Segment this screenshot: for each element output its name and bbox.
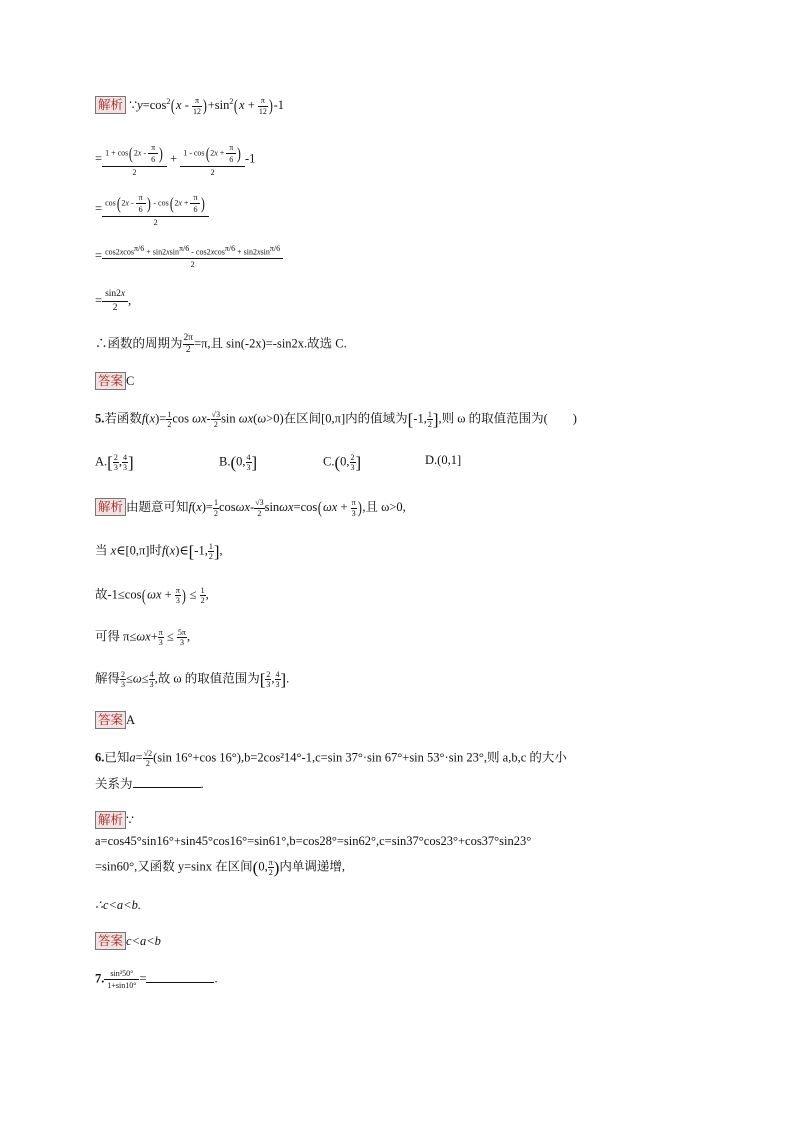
p7-stem: 7. $\frac{\text{sin²50°}}{1+\sin 10^\circ}$ = . bbox=[95, 969, 218, 991]
p6-line2: =sin60°,又函数 y=sinx 在区间(0, $\frac{\pi}{2}$ )内单调递增, bbox=[95, 858, 346, 878]
answer-blank[interactable] bbox=[133, 786, 201, 788]
p5-so: 故-1≤cos(ωx + $\frac{\pi}{3}$ ) ≤ $\frac{1}{2}$ , bbox=[95, 586, 209, 606]
p6-analysis-line: 解析 ∵ bbox=[95, 811, 134, 829]
p4-answer: C bbox=[126, 374, 135, 388]
option-a: A.[ $\frac{2}{3}$ , $\frac{4}{3}$ ] bbox=[95, 453, 134, 473]
p4-conclusion: ∴函数的周期为 $\frac{2\pi}{2}$ =π,且 sin(-2x)=-sin2x.故选 C. bbox=[95, 333, 347, 355]
p6-stem: 6.已知a= $\frac{√2}{2}$ (sin 16°+cos 16°),b=2cos²14°-1,c=sin 37°·sin 67°+sin 53°·sin 23°,则 a,b,c 的大小 bbox=[95, 749, 567, 769]
p5-when: 当 x∈[0,π]时f(x)∈[-1, $\frac{1}{2}$ ], bbox=[95, 542, 223, 562]
p4-analysis-line: 解析 $\because y=\cos^2(x$ - $\frac{\pi}{12}$ )$+\sin^2(x$ + $\frac{\pi}{12}$ )-1 bbox=[95, 96, 284, 116]
p6-answer: c<a<b bbox=[126, 934, 161, 948]
p5-stem: 5.若函数f(x)= $\frac{1}{2}$ cos ωx- $\frac{√3}{2}$ sin ωx(ω>0)在区间[0,π]内的值域为[-1, $\frac{1}{2}$ ],则 ω 的取值范围为( ) bbox=[95, 410, 577, 430]
because-symbol: ∵ bbox=[129, 98, 138, 112]
p4-step-1: = 1 + cos(2x - $\frac{\pi}{6}$ ) 2 + 1 - cos(2x + $\frac{\pi}{6}$ ) 2 -1 bbox=[95, 143, 256, 178]
p6-stem-2: 关系为 . bbox=[95, 777, 204, 791]
p4-step-4: = $\frac{\sin 2x}{2}$ , bbox=[95, 289, 132, 313]
p4-answer-line bbox=[95, 372, 134, 390]
answer-tag: 答案 bbox=[95, 372, 126, 390]
p5-answer: A bbox=[126, 713, 136, 727]
answer-blank-7[interactable] bbox=[146, 981, 214, 983]
option-c: C.(0, $\frac{2}{3}$ ] bbox=[323, 453, 362, 473]
p5-analysis-line: 解析 由题意可知f(x)= $\frac{1}{2}$ cosωx- $\frac{√3}{2}$ sinωx=cos(ωx + $\frac{\pi}{3}$ ),且 ω>0, bbox=[95, 498, 406, 518]
analysis-tag: 解析 bbox=[95, 96, 126, 114]
p5-can: 可得 π≤ωx+ $\frac{\pi}{3}$ ≤ $\frac{5\pi}{3}$ , bbox=[95, 628, 191, 648]
p4-step-2: = cos(2x - $\frac{\pi}{6}$ ) - cos(2x + $\frac{\pi}{6}$ ) 2 bbox=[95, 191, 209, 229]
p6-conclusion: ∴c<a<b. bbox=[95, 898, 141, 912]
p6-line1: a=cos45°sin16°+sin45°cos16°=sin61°,b=cos28°=sin62°,c=sin37°cos23°+cos37°sin23° bbox=[95, 834, 532, 848]
option-b: B.(0, $\frac{4}{3}$ ] bbox=[219, 453, 258, 473]
p4-step-3: = $\frac{\cos 2xcos\pi/6 + \sin 2xsin\pi/6 - \cos 2xcos\pi/6 + \sin 2xsin\pi/6}{2}$ bbox=[95, 243, 283, 270]
p5-solve: 解得 $\frac{2}{3}$ ≤ω≤ $\frac{4}{3}$ ,故 ω 的取值范围为[ $\frac{2}{3}$ , $\frac{4}{3}$ ]. bbox=[95, 670, 290, 690]
p5-answer-line: 答案 A bbox=[95, 711, 135, 729]
p6-answer-line: 答案 c<a<b bbox=[95, 932, 161, 950]
option-d: D.(0,1] bbox=[425, 453, 462, 467]
